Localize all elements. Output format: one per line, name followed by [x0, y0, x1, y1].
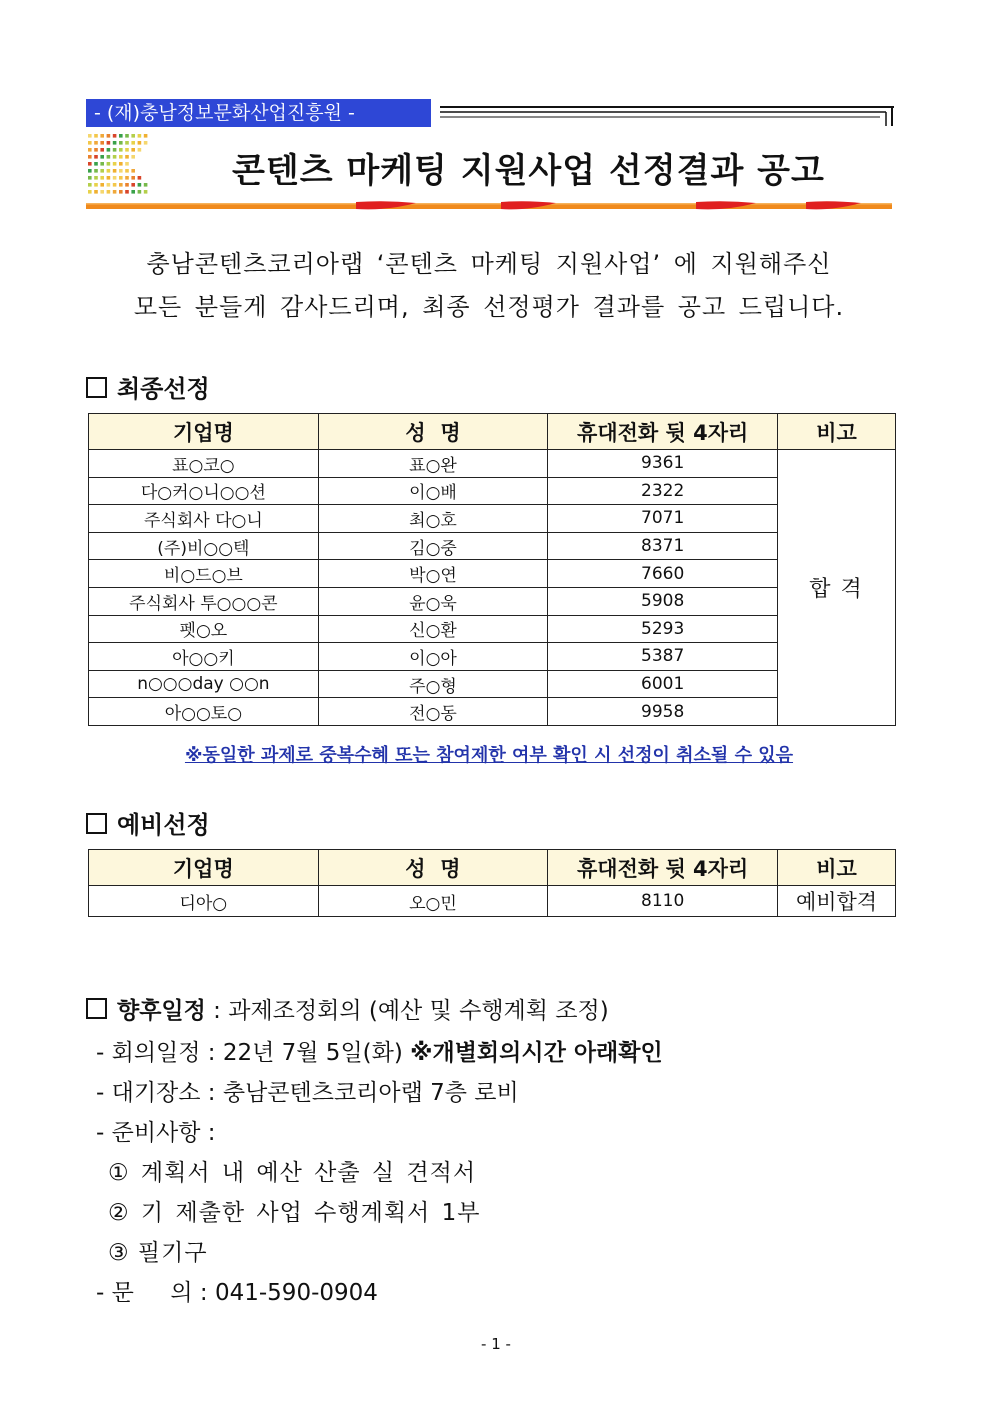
logo-dot: [125, 141, 129, 145]
logo-dot: [94, 141, 98, 145]
checkbox-icon: [86, 998, 107, 1019]
logo-dot: [144, 134, 148, 138]
name-cell: 최○호: [318, 505, 548, 533]
phone-cell: 5293: [548, 615, 778, 643]
logo-dot: [100, 162, 104, 166]
logo-dot: [100, 190, 104, 194]
logo-dot: [125, 176, 129, 180]
logo-dot: [138, 141, 142, 145]
logo-dot: [138, 183, 142, 187]
logo-dot: [138, 134, 142, 138]
table-row: [89, 560, 896, 588]
logo-dot: [125, 190, 129, 194]
schedule-heading: 향후일정 : 과제조정회의 (예산 및 수행계획 조정): [86, 992, 609, 1025]
checkbox-icon: [86, 813, 107, 834]
logo-dot: [113, 155, 117, 159]
name-cell: 전○동: [318, 698, 548, 726]
preliminary-selection-table: [88, 849, 896, 917]
logo-dot: [113, 141, 117, 145]
phone-cell: 7071: [548, 505, 778, 533]
contact-info: - 문 의 : 041-590-0904: [96, 1280, 378, 1306]
table-row: [89, 670, 896, 698]
logo-dot: [88, 134, 92, 138]
logo-dot: [119, 183, 123, 187]
logo-dot: [100, 169, 104, 173]
logo-dot: [100, 134, 104, 138]
logo-dot: [113, 162, 117, 166]
logo-dot: [107, 169, 111, 173]
company-cell: 주식회사 투○○○콘: [89, 587, 319, 615]
logo-dot: [144, 141, 148, 145]
remark-cell: 합격: [778, 450, 896, 726]
company-cell: 아○○키: [89, 643, 319, 671]
organization-tag: - (재)충남정보문화산업진흥원 -: [86, 99, 431, 127]
logo-dot: [113, 169, 117, 173]
logo-dot: [107, 176, 111, 180]
logo-dot: [88, 155, 92, 159]
logo-dot: [119, 169, 123, 173]
logo-dot: [88, 148, 92, 152]
logo-dot: [100, 183, 104, 187]
logo-dot: [113, 183, 117, 187]
logo-dot: [138, 148, 142, 152]
logo-dot: [113, 190, 117, 194]
logo-dot: [88, 176, 92, 180]
phone-cell: 8371: [548, 532, 778, 560]
logo-dot: [125, 162, 129, 166]
phone-cell: 9958: [548, 698, 778, 726]
logo-dot: [113, 134, 117, 138]
table-row: [89, 615, 896, 643]
company-cell: 주식회사 다○니: [89, 505, 319, 533]
logo-dot: [94, 162, 98, 166]
name-cell: 신○환: [318, 615, 548, 643]
logo-dot: [107, 183, 111, 187]
logo-dot: [119, 141, 123, 145]
company-cell: 표○코○: [89, 450, 319, 478]
table-row: [89, 886, 896, 917]
logo-dot: [88, 190, 92, 194]
logo-dot: [94, 134, 98, 138]
logo-dot: [94, 183, 98, 187]
logo-dot: [131, 141, 135, 145]
company-cell: 펫○오: [89, 615, 319, 643]
logo-dot: [94, 155, 98, 159]
name-cell: 표○완: [318, 450, 548, 478]
table-row: [89, 532, 896, 560]
company-cell: (주)비○○텍: [89, 532, 319, 560]
logo-dot: [107, 162, 111, 166]
table-row: [89, 477, 896, 505]
remark-cell: 예비합격: [778, 886, 896, 917]
col-name: 성 명: [318, 850, 548, 886]
table-row: [89, 643, 896, 671]
preliminary-selection-heading: 예비선정: [86, 805, 210, 840]
table-row: [89, 587, 896, 615]
duplicate-notice: ※동일한 과제로 중복수혜 또는 참여제한 여부 확인 시 선정이 취소될 수 있음: [184, 745, 794, 766]
logo-dot: [125, 183, 129, 187]
company-cell: 비○드○브: [89, 560, 319, 588]
col-phone: 휴대전화 뒷 4자리: [548, 414, 778, 450]
logo-dot: [131, 190, 135, 194]
logo-dot: [119, 190, 123, 194]
logo-dot: [94, 176, 98, 180]
logo-dot: [119, 148, 123, 152]
phone-cell: 2322: [548, 477, 778, 505]
col-name: 성 명: [318, 414, 548, 450]
logo-dot: [131, 176, 135, 180]
prep-item-1: ① 계획서 내 예산 산출 실 견적서: [108, 1160, 477, 1186]
logo-dots-icon: [86, 132, 152, 198]
logo-dot: [125, 134, 129, 138]
logo-dot: [138, 176, 142, 180]
table-row: [89, 450, 896, 478]
preparation-label: - 준비사항 :: [96, 1120, 216, 1146]
logo-dot: [94, 148, 98, 152]
name-cell: 오○민: [318, 886, 548, 917]
logo-dot: [131, 155, 135, 159]
name-cell: 이○배: [318, 477, 548, 505]
page-number: - 1 -: [481, 1335, 511, 1353]
logo-dot: [119, 176, 123, 180]
logo-dot: [138, 190, 142, 194]
logo-dot: [131, 169, 135, 173]
logo-dot: [125, 155, 129, 159]
col-company: 기업명: [89, 414, 319, 450]
logo-dot: [107, 155, 111, 159]
logo-dot: [107, 190, 111, 194]
table-header-row: [89, 850, 896, 886]
phone-cell: 5908: [548, 587, 778, 615]
logo-dot: [113, 176, 117, 180]
table-header-row: [89, 414, 896, 450]
name-cell: 이○아: [318, 643, 548, 671]
logo-dot: [88, 169, 92, 173]
company-cell: n○○○day ○○n: [89, 670, 319, 698]
header-decor-lines: [440, 104, 894, 126]
logo-dot: [125, 148, 129, 152]
logo-dot: [131, 183, 135, 187]
page-title: 콘텐츠 마케팅 지원사업 선정결과 공고: [232, 151, 825, 191]
logo-dot: [100, 141, 104, 145]
logo-dot: [94, 169, 98, 173]
logo-dot: [88, 141, 92, 145]
phone-cell: 9361: [548, 450, 778, 478]
table-row: [89, 505, 896, 533]
logo-dot: [119, 155, 123, 159]
logo-dot: [144, 190, 148, 194]
table-row: [89, 698, 896, 726]
name-cell: 주○형: [318, 670, 548, 698]
logo-dot: [107, 148, 111, 152]
logo-dot: [107, 141, 111, 145]
phone-cell: 8110: [548, 886, 778, 917]
intro-line-2: 모든 분들게 감사드리며, 최종 선정평가 결과를 공고 드립니다.: [133, 293, 845, 321]
checkbox-icon: [86, 377, 107, 398]
waiting-place: - 대기장소 : 충남콘텐츠코리아랩 7층 로비: [96, 1080, 519, 1106]
intro-text: [86, 243, 892, 329]
name-cell: 김○중: [318, 532, 548, 560]
logo-dot: [119, 134, 123, 138]
final-selection-heading: 최종선정: [86, 369, 210, 404]
logo-dot: [107, 134, 111, 138]
prep-item-3: ③ 필기구: [108, 1240, 208, 1266]
logo-dot: [119, 162, 123, 166]
logo-dot: [88, 183, 92, 187]
phone-cell: 5387: [548, 643, 778, 671]
company-cell: 다○커○니○○션: [89, 477, 319, 505]
logo-dot: [100, 155, 104, 159]
phone-cell: 6001: [548, 670, 778, 698]
name-cell: 박○연: [318, 560, 548, 588]
logo-dot: [113, 148, 117, 152]
col-company: 기업명: [89, 850, 319, 886]
company-cell: 아○○토○: [89, 698, 319, 726]
logo-dot: [94, 190, 98, 194]
prep-item-2: ② 기 제출한 사업 수행계획서 1부: [108, 1200, 481, 1226]
name-cell: 윤○욱: [318, 587, 548, 615]
final-selection-table: [88, 413, 896, 726]
meeting-date: - 회의일정 : 22년 7월 5일(화) ※개별회의시간 아래확인: [96, 1040, 663, 1066]
logo-dot: [88, 162, 92, 166]
col-remark: 비고: [778, 414, 896, 450]
col-phone: 휴대전화 뒷 4자리: [548, 850, 778, 886]
phone-cell: 7660: [548, 560, 778, 588]
header-color-bar: [86, 200, 892, 212]
logo-dot: [131, 134, 135, 138]
logo-dot: [100, 148, 104, 152]
logo-dot: [144, 183, 148, 187]
logo-dot: [125, 169, 129, 173]
company-cell: 디아○: [89, 886, 319, 917]
logo-dot: [131, 148, 135, 152]
col-remark: 비고: [778, 850, 896, 886]
logo-dot: [100, 176, 104, 180]
intro-line-1: 충남콘텐츠코리아랩 ‘콘텐츠 마케팅 지원사업’ 에 지원해주신: [146, 250, 832, 278]
